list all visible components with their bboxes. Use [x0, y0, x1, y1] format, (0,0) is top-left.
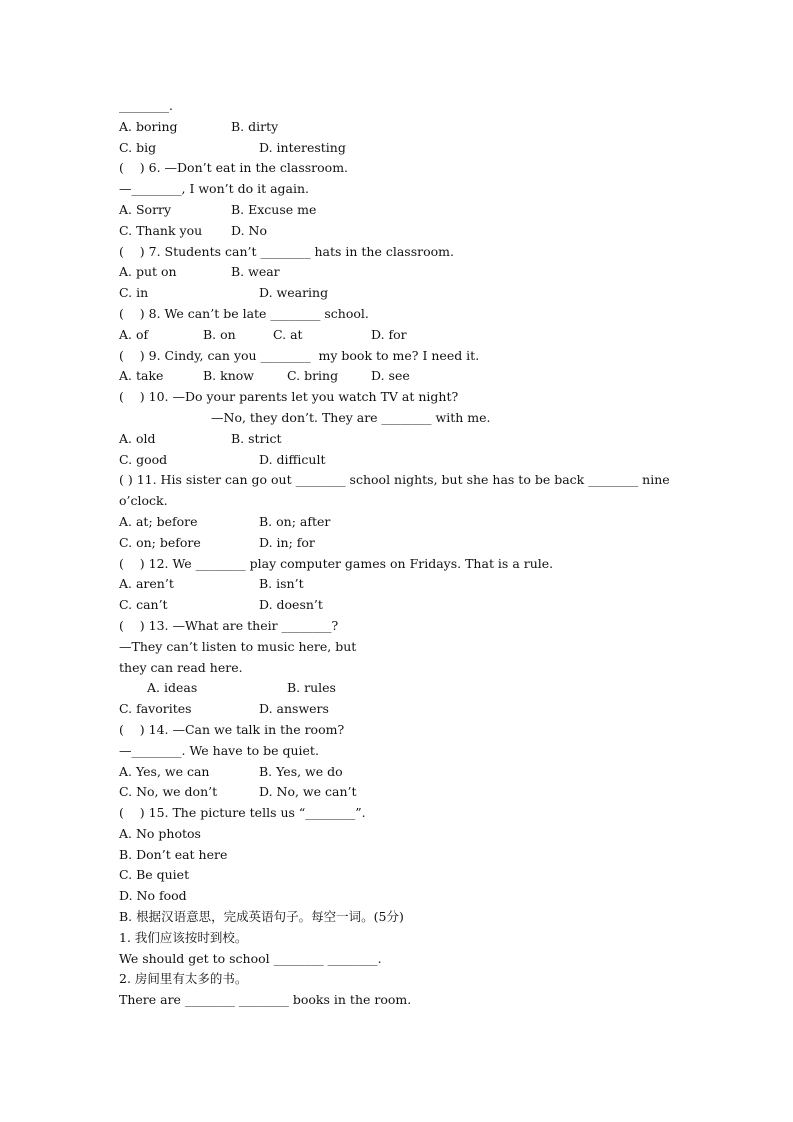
- q11-stem: ( ) 11. His sister can go out ________ school nights, but she has to be back ________ nine o’clock.: [119, 472, 670, 509]
- option-b: B. on; after: [259, 513, 331, 529]
- q5-options-row-1: [119, 117, 689, 138]
- option-d: D. for: [371, 326, 407, 342]
- option-a: A. at; before: [119, 513, 198, 529]
- q15-option-a: A. No photos: [119, 825, 201, 841]
- option-a: A. take: [119, 368, 164, 384]
- q11-options-row-2: [119, 533, 689, 554]
- option-c: C. bring: [287, 368, 339, 384]
- option-b: B. isn’t: [259, 576, 304, 592]
- q14-options-row-1: [119, 762, 689, 783]
- section-b-item-2-chinese: 2. 房间里有太多的书。: [119, 971, 248, 987]
- q7-stem: ( ) 7. Students can’t ________ hats in the classroom.: [119, 243, 454, 259]
- option-a: A. Sorry: [119, 201, 172, 217]
- q8-stem: ( ) 8. We can’t be late ________ school.: [119, 305, 369, 321]
- q10-reply: —No, they don’t. They are ________ with me.: [211, 409, 491, 425]
- option-a: A. Yes, we can: [119, 763, 210, 779]
- option-c: C. big: [119, 139, 157, 155]
- section-b-heading: B. 根据汉语意思，完成英语句子。每空一词。(5分): [119, 909, 404, 925]
- option-c: C. in: [119, 285, 149, 301]
- q7-options-row-2: [119, 283, 689, 304]
- q15-option-d: D. No food: [119, 888, 187, 904]
- q15-option-b: B. Don’t eat here: [119, 846, 228, 862]
- q11-options-row-1: [119, 512, 689, 533]
- q10-options-row-1: [119, 429, 689, 450]
- q13-options-row-2: [119, 699, 689, 720]
- option-d: D. difficult: [259, 451, 326, 467]
- option-b: B. on: [203, 326, 236, 342]
- option-d: D. wearing: [259, 285, 329, 301]
- q14-options-row-2: [119, 782, 689, 803]
- option-a: A. put on: [119, 264, 177, 280]
- q10-options-row-2: [119, 450, 689, 471]
- option-d: D. No, we can’t: [259, 784, 357, 800]
- q6-stem: ( ) 6. —Don’t eat in the classroom.: [119, 160, 349, 176]
- q6-options-row-2: [119, 221, 689, 242]
- option-c: C. Thank you: [119, 222, 203, 238]
- q15-stem: ( ) 15. The picture tells us “________”.: [119, 805, 366, 821]
- q10-stem: ( ) 10. —Do your parents let you watch TV at night?: [119, 389, 459, 405]
- q8-options-row: [119, 325, 689, 346]
- q12-options-row-2: [119, 595, 689, 616]
- option-c: C. good: [119, 451, 168, 467]
- q13-options-row-1: [119, 678, 689, 699]
- option-c: C. at: [273, 326, 303, 342]
- option-d: D. interesting: [259, 139, 346, 155]
- q9-stem: ( ) 9. Cindy, can you ________ my book to me? I need it.: [119, 347, 480, 363]
- option-d: D. in; for: [259, 534, 315, 550]
- q12-stem: ( ) 12. We ________ play computer games on Fridays. That is a rule.: [119, 555, 554, 571]
- q14-stem: ( ) 14. —Can we talk in the room?: [119, 721, 345, 737]
- q9-options-row: [119, 366, 689, 387]
- option-a: A. aren’t: [119, 576, 174, 592]
- option-c: C. on; before: [119, 534, 201, 550]
- option-a: A. ideas: [147, 680, 198, 696]
- worksheet-page: [119, 96, 689, 1011]
- option-b: B. Excuse me: [231, 201, 317, 217]
- option-a: A. boring: [119, 118, 178, 134]
- option-d: D. answers: [259, 701, 329, 717]
- q13-reply-2: they can read here.: [119, 659, 243, 675]
- q14-reply: —________. We have to be quiet.: [119, 742, 319, 758]
- option-c: C. No, we don’t: [119, 784, 218, 800]
- option-b: B. dirty: [231, 118, 279, 134]
- option-a: A. old: [119, 430, 156, 446]
- q12-options-row-1: [119, 574, 689, 595]
- q6-reply: —________, I won’t do it again.: [119, 181, 310, 197]
- option-b: B. strict: [231, 430, 282, 446]
- q13-reply-1: —They can’t listen to music here, but: [119, 638, 357, 654]
- option-a: A. of: [119, 326, 149, 342]
- q5-options-row-2: [119, 138, 689, 159]
- section-b-item-1-english: We should get to school ________ ________.: [119, 950, 382, 966]
- section-b-item-1-chinese: 1. 我们应该按时到校。: [119, 929, 248, 945]
- q5-stem-tail: ________.: [119, 98, 173, 113]
- q7-options-row-1: [119, 262, 689, 283]
- q13-stem: ( ) 13. —What are their ________?: [119, 617, 339, 633]
- option-d: D. see: [371, 368, 410, 384]
- option-c: C. favorites: [119, 701, 192, 717]
- option-b: B. Yes, we do: [259, 763, 343, 779]
- section-b-item-2-english: There are ________ ________ books in the room.: [119, 992, 412, 1008]
- option-d: D. doesn’t: [259, 597, 323, 613]
- option-b: B. rules: [287, 680, 336, 696]
- option-b: B. wear: [231, 264, 280, 280]
- option-c: C. can’t: [119, 597, 168, 613]
- q6-options-row-1: [119, 200, 689, 221]
- q15-option-c: C. Be quiet: [119, 867, 190, 883]
- option-b: B. know: [203, 368, 254, 384]
- option-d: D. No: [231, 222, 267, 238]
